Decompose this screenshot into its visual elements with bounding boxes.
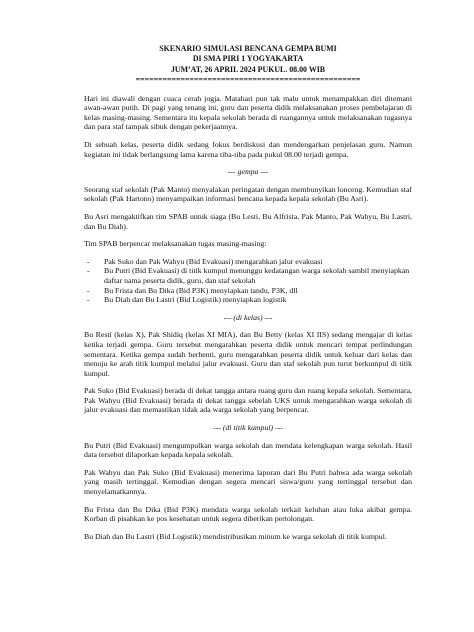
section-marker-titik-kumpul: --- (di titik kumpul) --- — [213, 423, 283, 433]
task-text: Bu Diah dan Bu Lastri (Bid Logistik) menyiapkan logistik — [104, 295, 287, 305]
task-text: Bu Putri (Bid Evakuasi) di titik kumpul menunggu kedatangan warga sekolah sambil menyiapkan daftar nama peserta didik, guru, dan staf sekolah — [104, 266, 410, 285]
title-line-3: JUM’AT, 26 APRIL 2024 PUKUL. 08.00 WIB — [170, 64, 326, 74]
paragraph-evacuation-posts: Pak Suko (Bid Evakuasi) berada di dekat tangga antara ruang guru dan ruang kepala sekolah. Sementara, Pak Wahyu (Bid Evakuasi) berada di dekat tangga sebelah UKS untuk mengarahkan warga sekolah di jalur evakuasi dan memastikan tidak ada warga sekolah yang berpencar. — [84, 386, 412, 415]
paragraph-logistics: Bu Diah dan Bu Lastri (Bid Logistik) mendistribusikan minum ke warga sekolah di titik kumpul. — [84, 531, 387, 541]
task-list — [84, 257, 412, 305]
paragraph-spab-tasks-intro: Tim SPAB berpencar melaksanakan tugas masing-masing: — [84, 239, 267, 249]
section-marker-gempa: --- gempa --- — [227, 167, 269, 177]
bullet-dash: - — [87, 295, 90, 305]
section-marker-kelas: --- (di kelas) --- — [223, 312, 273, 322]
title-rule: ================================================== — [135, 75, 361, 85]
paragraph-intro: Hari ini diawali dengan cuaca cerah jogja. Matahari pun tak malu untuk menampakkan diri ditemani awan-awan putih. Di pagi yang tenang ini, guru dan peserta didik melaksanakan proses pembelajaran di kelas masing-masing. Sementara itu kepala sekolah berada di ruangannya untuk melaksanakan tugasnya dan para staf tampak sibuk dengan pekerjaannya. — [84, 93, 412, 132]
bullet-dash: - — [87, 256, 90, 266]
task-item — [84, 257, 412, 267]
paragraph-classroom: Di sebuah kelas, peserta didik sedang fokus berdiskusi dan mendengarkan penjelasan guru. Namun kegiatan ini tidak berlangsung lama karena tiba-tiba pada pukul 08.00 terjadi gempa. — [84, 140, 412, 159]
bullet-dash: - — [87, 266, 90, 276]
paragraph-first-aid: Bu Frista dan Bu Dika (Bid P3K) mendata warga sekolah terkait keluhan atau luka akibat gempa. Korban di pisahkan ke pos kesehatan untuk segera diberikan pertolongan. — [84, 504, 412, 524]
document-title — [84, 44, 412, 86]
paragraph-spab-activation: Bu Asri mengaktifkan tim SPAB untuk siaga (Bu Lesti, Bu Alfrista, Pak Manto, Pak Wahyu, Bu Lastri, dan Bu Diah). — [84, 211, 412, 231]
paragraph-teachers: Bu Resti (kelas X), Pak Shidiq (kelas XI MIA), dan Bu Betty (kelas XI IIS) sedang mengajar di kelas ketika terjadi gempa. Guru tersebut mengarahkan peserta didik untuk mencari tempat perlindungan sementara. Ketika gempa sudah berhenti, guru mengarahkan peserta didik untuk keluar dari kelas dan menuju ke arah titik kumpul melalui jalur evakuasi. Guru dan staf sekolah pun turut berkumpul di titik kumpul. — [84, 330, 412, 378]
task-item — [84, 266, 412, 285]
task-item — [84, 286, 412, 296]
task-text: Bu Frista dan Bu Dika (Bid P3K) menyiapkan tandu, P3K, dll — [104, 285, 298, 295]
bullet-dash: - — [87, 285, 90, 295]
title-line-1: SKENARIO SIMULASI BENCANA GEMPA BUMI — [159, 44, 337, 53]
task-text: Pak Suko dan Pak Wahyu (Bid Evakuasi) mengarahkan jalur evakuasi — [104, 256, 323, 266]
task-item — [84, 295, 412, 305]
title-line-2: DI SMA PIRI 1 YOGYAKARTA — [192, 54, 304, 64]
paragraph-search: Pak Wahyu dan Pak Suko (Bid Evakuasi) menerima laporan dari Bu Putri bahwa ada warga sekolah yang masih tertinggal. Kemudian dengan segera mencari siswa/guru yang tertinggal tersebut dan menyelamatkannya. — [84, 467, 412, 497]
paragraph-alarm: Seorang staf sekolah (Pak Manto) menyalakan peringatan dengan membunyikan lonceng. Kemudian staf sekolah (Pak Hartono) menyampaikan informasi bencana kepada kepala sekolah (Bu Asri). — [84, 184, 412, 204]
paragraph-headcount: Bu Putri (Bid Evakuasi) mengumpulkan warga sekolah dan mendata kelengkapan warga sekolah. Hasil data tersebut dilaporkan kepada kepala sekolah. — [84, 440, 412, 460]
